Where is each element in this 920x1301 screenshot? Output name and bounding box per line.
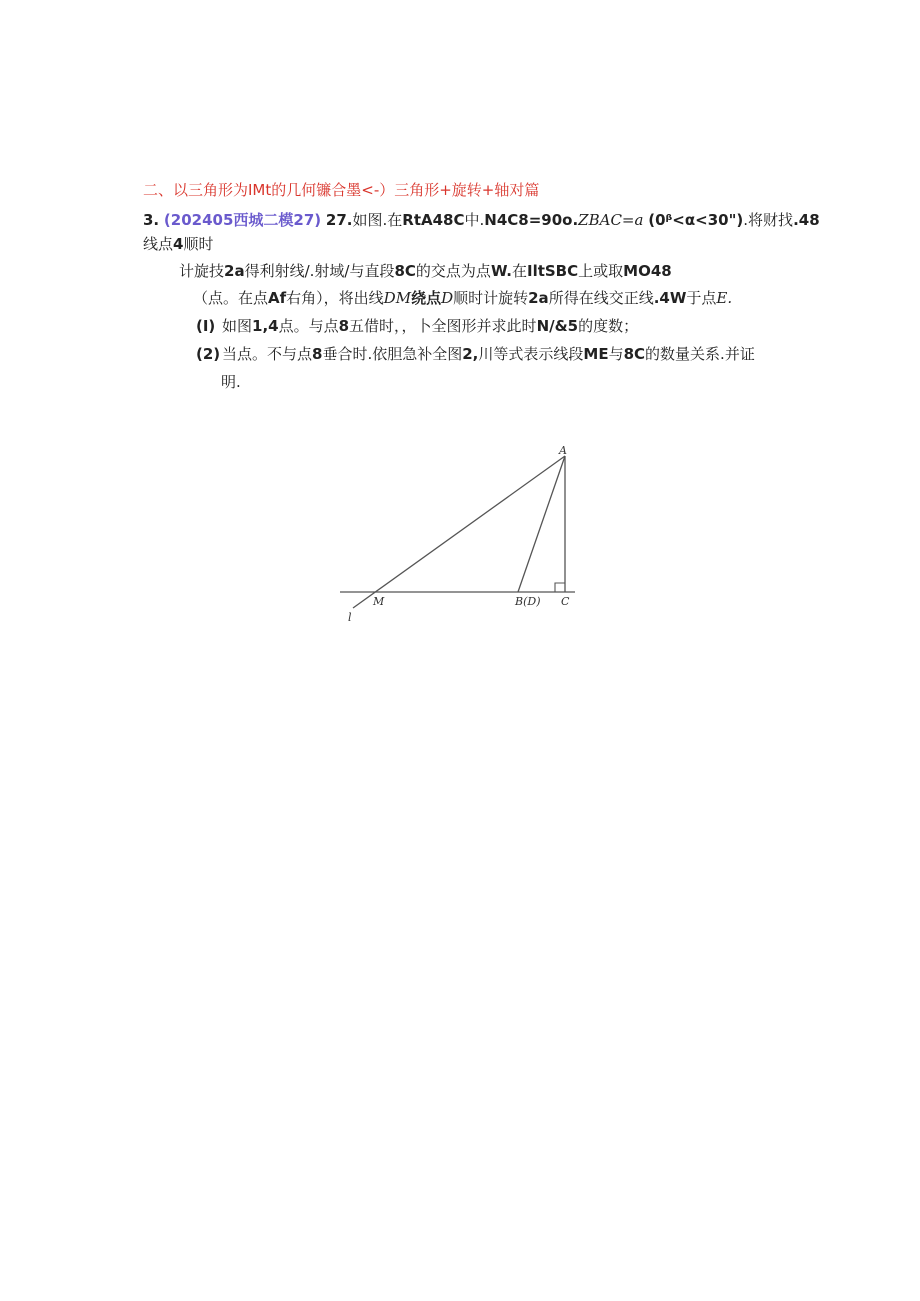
geometry-figure [335, 440, 585, 630]
question-source: (202405西城二模27) [163, 211, 322, 229]
text-segment: 垂合时.依胆急补全图 [322, 345, 463, 363]
math-term: 2a [528, 289, 549, 307]
text-segment: 的度数； [578, 317, 639, 335]
text-segment: 绕点 [411, 289, 442, 307]
question-line-1 [143, 210, 820, 230]
sub-question-2 [196, 344, 755, 364]
sub-question-2-continuation: 明. [221, 373, 241, 391]
math-term: E. [716, 289, 733, 307]
ray-l [353, 456, 565, 608]
text-segment: （点。在点 [193, 289, 269, 307]
math-term: N/&5 [536, 317, 579, 335]
text-segment: .将财找 [743, 211, 794, 229]
math-term: 8C [394, 262, 416, 280]
text-segment: 川等式表示线段 [478, 345, 584, 363]
sub-question-number: (2) [196, 345, 221, 363]
text-segment: 当点。不与点 [222, 345, 313, 363]
math-term: 8 [338, 317, 350, 335]
math-term: ZBAC=a [578, 211, 644, 229]
math-term: .4W [653, 289, 687, 307]
label-a: A [559, 444, 567, 457]
text-segment: 计旋技 [179, 262, 225, 280]
math-term: ME [583, 345, 609, 363]
math-term: Af [268, 289, 287, 307]
math-term: 2a [224, 262, 245, 280]
text-segment: 上或取 [578, 262, 624, 280]
math-term: MO48 [623, 262, 672, 280]
label-b-d: B(D) [515, 595, 541, 608]
text-segment: 得利射线/.射域/与直段 [244, 262, 395, 280]
math-term: N4C8=90o. [484, 211, 579, 229]
math-term: 8C [623, 345, 646, 363]
text-segment: 在 [511, 262, 527, 280]
label-l: l [348, 611, 352, 624]
text-segment: 点。与点 [278, 317, 339, 335]
problem-number: 27. [325, 211, 353, 229]
text-segment: 右角），将出线 [286, 289, 384, 307]
label-c: C [561, 595, 570, 608]
text-segment: 中. [464, 211, 485, 229]
math-term: D [441, 289, 454, 307]
sub-question-number: (I) [196, 317, 216, 335]
math-term: 2, [462, 345, 479, 363]
math-term: .48 [793, 211, 820, 229]
math-term: RtA48C [402, 211, 465, 229]
text-segment: 所得在线交正线 [548, 289, 654, 307]
math-term: IltSBC [526, 262, 579, 280]
sub-question-1 [196, 316, 638, 336]
text-segment: 如图.在 [352, 211, 403, 229]
question-line-3 [179, 261, 672, 281]
segment-ab [518, 456, 565, 592]
math-term: 1,4 [252, 317, 279, 335]
text-segment: 五借时，，卜全图形并求此时 [349, 317, 537, 335]
text-segment: 线点 [143, 235, 174, 253]
text-segment: 顺时 [183, 235, 214, 253]
math-term: 8 [312, 345, 323, 363]
question-line-2 [143, 234, 213, 254]
math-term: 4 [173, 235, 184, 253]
text-segment: 于点 [686, 289, 717, 307]
right-angle-marker [555, 583, 565, 592]
math-term: DM [383, 289, 412, 307]
section-heading: 二、以三角形为IMt的几何镰合墨<-）三角形+旋转+轴对篇 [143, 181, 540, 199]
text-segment: 的交点为点 [415, 262, 491, 280]
question-line-4 [193, 288, 732, 308]
label-m: M [373, 595, 385, 608]
text-segment: 的数量关系.并证 [645, 345, 755, 363]
question-number: 3. [143, 211, 160, 229]
text-segment: 如图 [222, 317, 253, 335]
text-segment: 顺时计旋转 [453, 289, 529, 307]
math-term: W. [490, 262, 512, 280]
math-term: (0ᵝ<α<30") [648, 211, 744, 229]
text-segment: 与 [608, 345, 624, 363]
